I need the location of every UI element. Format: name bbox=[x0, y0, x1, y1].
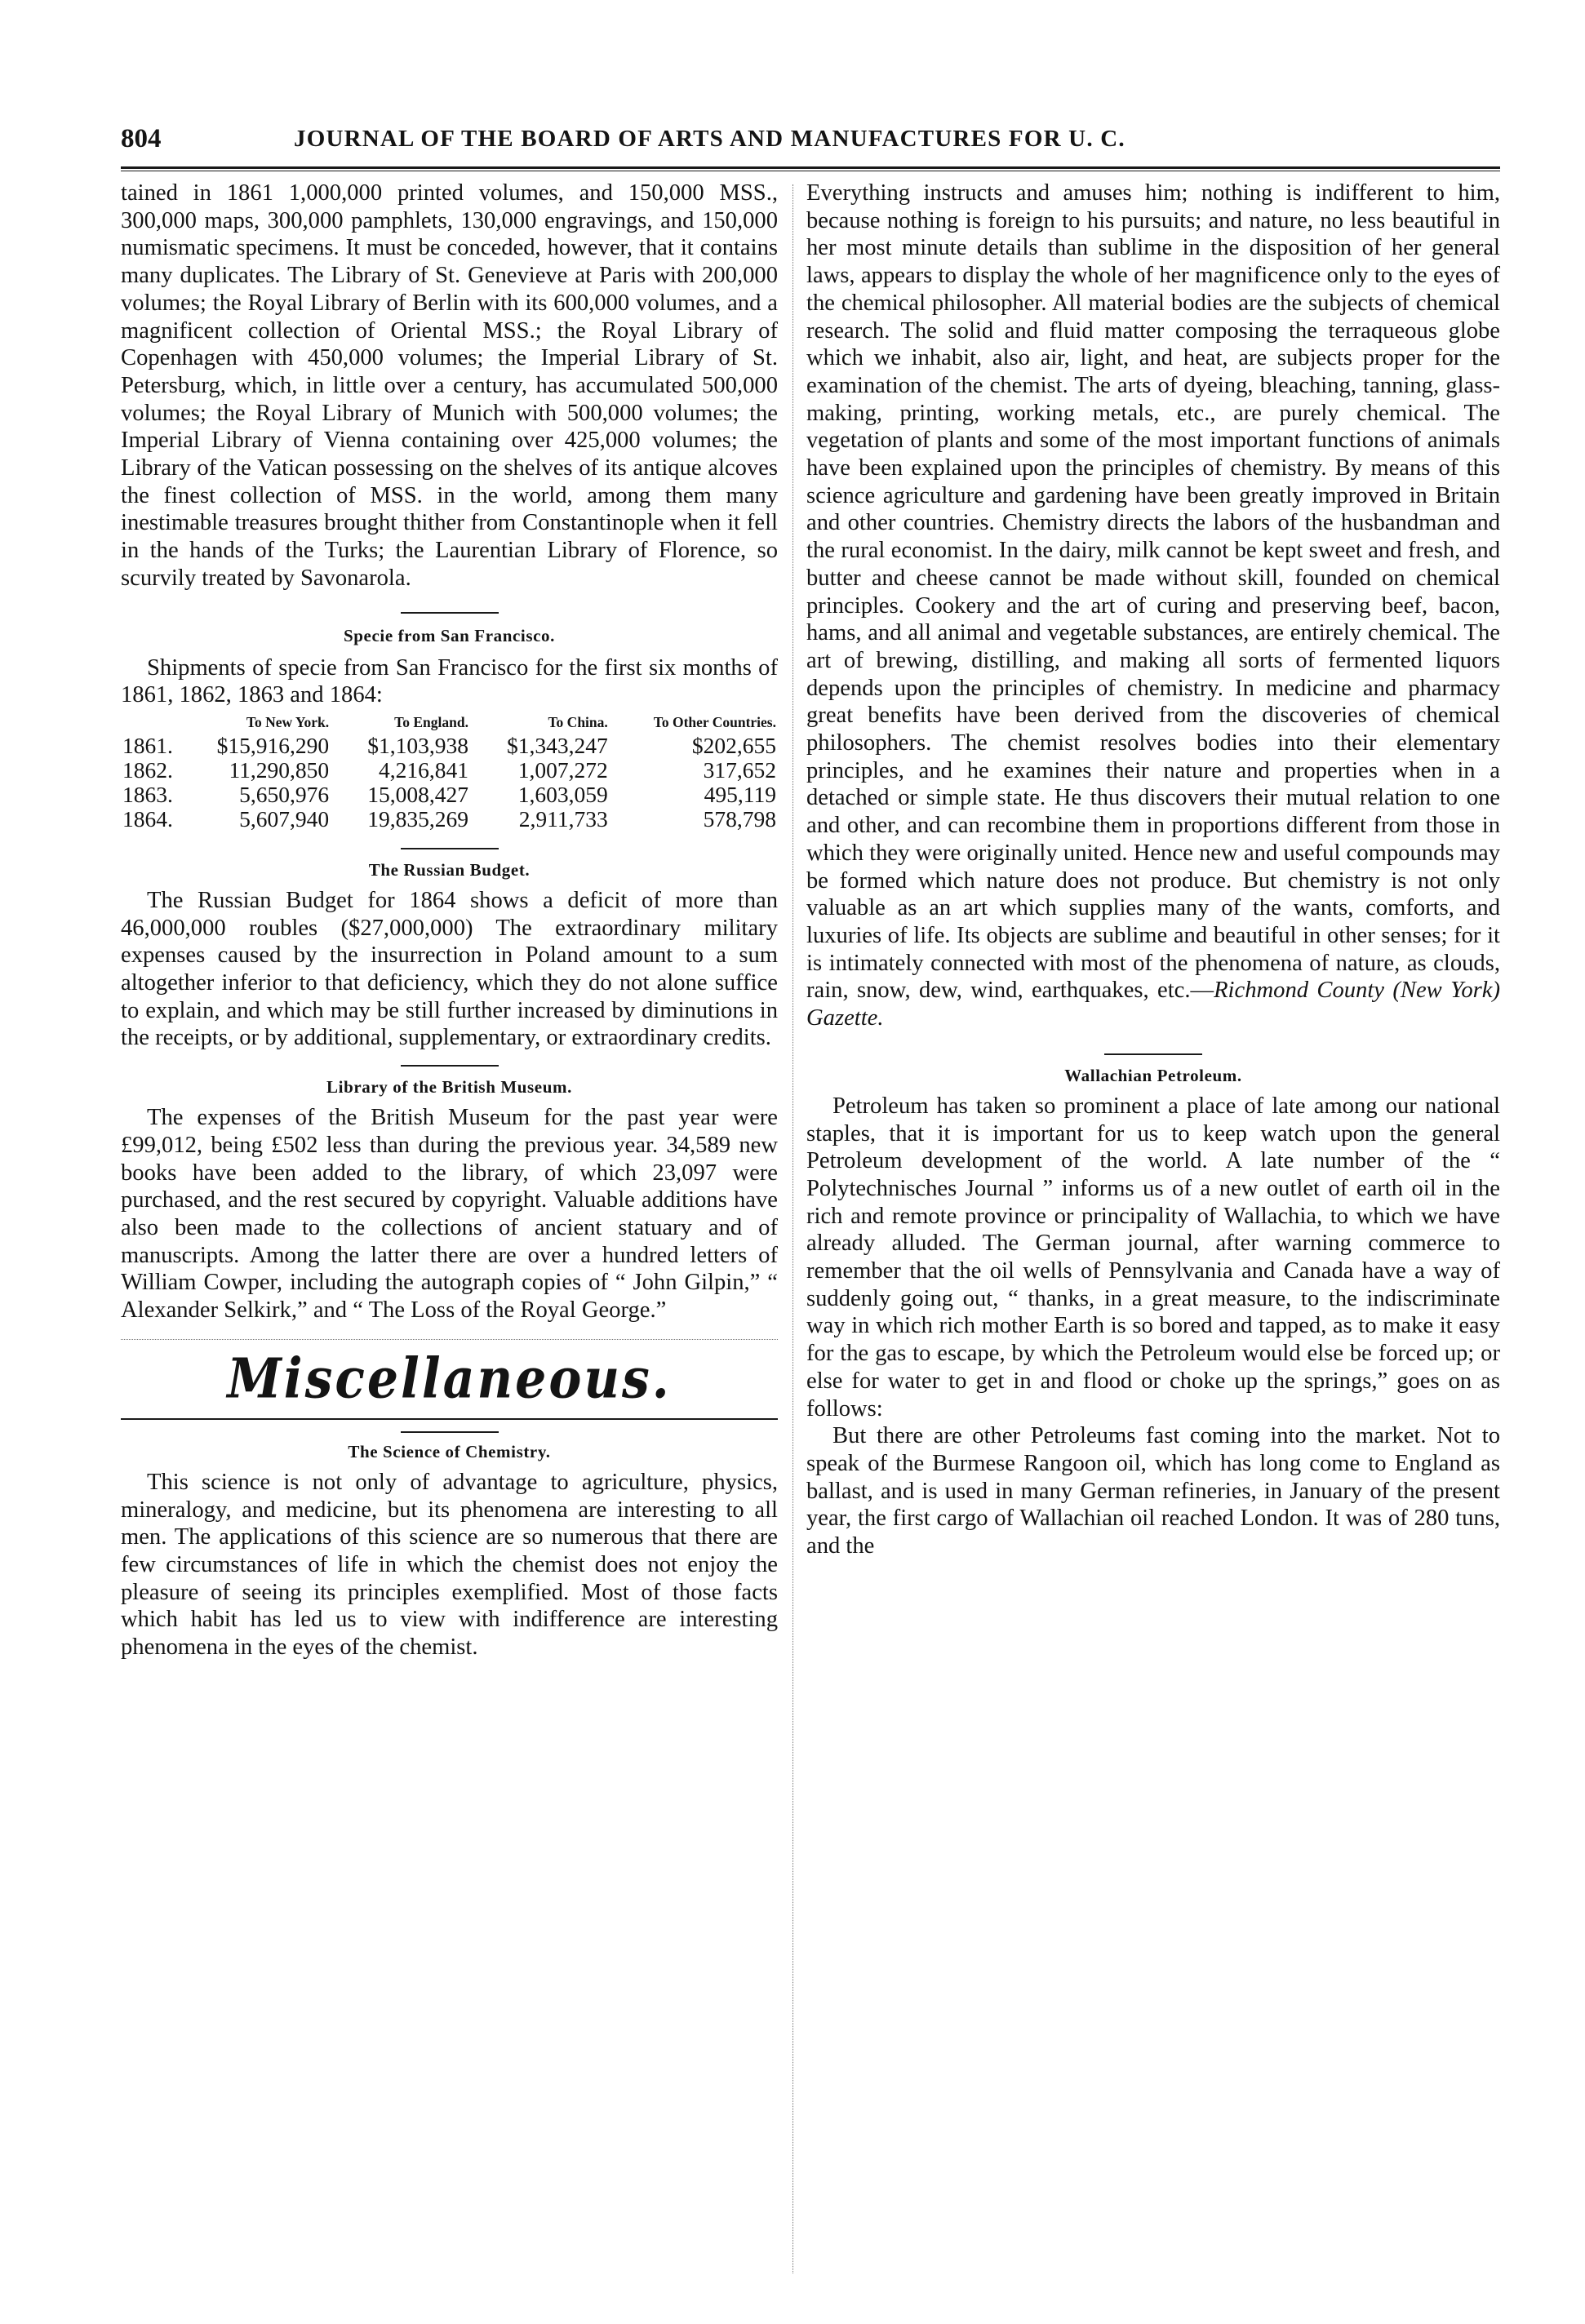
miscellaneous-heading: Miscellaneous. bbox=[227, 1346, 672, 1411]
right-column bbox=[806, 180, 1500, 1560]
table-cell: 5,607,940 bbox=[239, 805, 330, 832]
table-cell: 1862. bbox=[122, 756, 173, 783]
column-divider bbox=[792, 184, 793, 2273]
table-cell: $202,655 bbox=[691, 732, 776, 758]
wallachian-para-1: Petroleum has taken so prominent a place of late among our national staples, that it is important for us to keep watch upon the general Petroleum development of the world. A late number of the “ Polytechnisches Journal ” informs us of a new outlet of earth oil in the rich and remote province or principality of Wallachia, to which we have already alluded. The German journal, after warning commerce to remember that the oil wells of Pennsylvania and Canada have a way of suddenly going out, “ thanks, in a great measure, to the indiscriminate way in which rich mother Earth is so bored and tapped, as to make it easy for the gas to escape, by which the Petroleum would else be forced up; or else for water to get in and flood or choke up the springs,” goes on as follows: bbox=[806, 1093, 1500, 1421]
table-cell: 1863. bbox=[122, 781, 173, 807]
chemistry-title: The Science of Chemistry. bbox=[348, 1441, 551, 1461]
table-cell: 578,798 bbox=[703, 805, 776, 832]
miscellaneous-banner bbox=[121, 1339, 778, 1420]
table-cell: 1,007,272 bbox=[517, 756, 608, 783]
table-row bbox=[121, 783, 778, 807]
table-cell: 19,835,269 bbox=[367, 805, 468, 832]
table-header-cell: To China. bbox=[548, 713, 608, 730]
table-row bbox=[121, 734, 778, 758]
british-museum-body: The expenses of the British Museum for the past year were £99,012, being £502 less than during the previous year. 34,589 new books have been added to the library, of which 23,097 were purchased, and the rest secured by copyright. Valuable additions have also been made to the collections of ancient statuary and of manuscripts. Among the latter there are over a hundred letters of William Cowper, including the autograph copies of “ John Gilpin,” “ Alexander Selkirk,” and “ The Loss of the Royal George.” bbox=[121, 1105, 778, 1324]
chemistry-body: This science is not only of advantage to agriculture, physics, mineralogy, and medicine, but its phenomena are interesting to all men. The applications of this science are so numerous that there are few circumstances of life in which the chemist does not enjoy the pleasure of seeing its principles exemplified. Most of those facts which habit has led us to view with indifference are interesting phenomena in the eyes of the chemist. bbox=[121, 1469, 778, 1661]
table-cell: 495,119 bbox=[704, 781, 776, 807]
journal-title: JOURNAL OF THE BOARD OF ARTS AND MANUFACTURES FOR U. C. bbox=[294, 126, 1125, 152]
table-cell: 1,603,059 bbox=[517, 781, 608, 807]
table-cell: 5,650,976 bbox=[239, 781, 330, 807]
specie-intro: Shipments of specie from San Francisco for the first six months of 1861, 1862, 1863 and 1864: bbox=[121, 654, 778, 708]
table-cell: 1864. bbox=[122, 805, 173, 832]
british-museum-title: Library of the British Museum. bbox=[326, 1077, 572, 1098]
specie-table bbox=[121, 714, 778, 832]
table-header-cell: To England. bbox=[394, 713, 468, 730]
table-header-cell: To New York. bbox=[246, 713, 330, 730]
chemistry-continued bbox=[806, 180, 1500, 1032]
table-cell: 317,652 bbox=[703, 756, 776, 783]
chemistry-source: Richmond County (New York) Gazette. bbox=[806, 978, 1500, 1031]
header-rule bbox=[121, 166, 1500, 171]
wallachian-para-2: But there are other Petroleums fast coming into the market. Not to speak of the Burmese Rangoon oil, which has long come to England as ballast, and is used in many German refineries, in January of the present year, the first cargo of Wallachian oil reached London. It was of 280 tuns, and the bbox=[806, 1423, 1500, 1559]
table-header-cell: To Other Countries. bbox=[653, 713, 776, 730]
table-cell: 1861. bbox=[122, 732, 173, 758]
table-cell: 15,008,427 bbox=[367, 781, 468, 807]
specie-title: Specie from San Francisco. bbox=[343, 625, 556, 645]
table-header-cell bbox=[121, 714, 176, 734]
left-column bbox=[121, 180, 778, 1661]
chemistry-continued-text: Everything instructs and amuses him; nothing is indifferent to him, because nothing is foreign to his pursuits; and nature, no less beautiful in her most minute details than sublime in the disposition of her general laws, appears to display the whole of her magnificence only to the eyes of the chemical philosopher. All material bodies are the subjects of chemical research. The solid and fluid matter composing the terraqueous globe which we inhabit, also air, light, and heat, are subjects proper for the examination of the chemist. The arts of dyeing, bleaching, tanning, glass-making, printing, working metals, etc., are purely chemical. The vegetation of plants and some of the most important functions of animals have been explained upon the principles of chemistry. By means of this science agriculture and gardening have been greatly improved in Britain and other countries. Chemistry directs the labors of the husbandman and the rural economist. In the dairy, milk cannot be kept sweet and fresh, and butter and cheese cannot be made without skill, founded on chemical principles. Cookery and the art of curing and preserving beef, bacon, hams, and all animal and vegetable substances, are entirely chemical. The art of brewing, distilling, and making all sorts of fermented liquors depends upon the principles of chemistry. In medicine and pharmacy great benefits have been derived from the discoveries of chemical philosophers. The chemist resolves bodies into their elementary principles, and he examines their nature and properties when in a detached or simple state. He thus discovers their mutual relation to one and other, and can recombine them in proportions different from those in which they were originally united. Hence new and useful compounds may be formed which nature does not produce. But chemistry is not only valuable as an art which supplies many of the wants, comforts, and luxuries of life. Its objects are sublime and beautiful in other senses; for it is intimately connected with most of the phenomena of nature, as clouds, rain, snow, dew, wind, earthquakes, etc.— bbox=[806, 180, 1500, 1004]
table-cell: 11,290,850 bbox=[229, 756, 330, 783]
table-cell: $15,916,290 bbox=[216, 732, 330, 758]
specie-table-header bbox=[121, 714, 778, 734]
table-row bbox=[121, 758, 778, 783]
table-row bbox=[121, 807, 778, 832]
russian-budget-title: The Russian Budget. bbox=[368, 859, 531, 880]
wallachian-title: Wallachian Petroleum. bbox=[1064, 1065, 1242, 1085]
libraries-paragraph: tained in 1861 1,000,000 printed volumes, and 150,000 MSS., 300,000 maps, 300,000 pamphlets, 130,000 engravings, and 150,000 numismatic specimens. It must be conceded, however, that it contains many duplicates. The Library of St. Genevieve at Paris with 200,000 volumes; the Royal Library of Berlin with its 600,000 volumes, and a magnificent collection of Oriental MSS.; the Royal Library of Copenhagen with 450,000 volumes; the Imperial Library of St. Petersburg, which, in little over a century, has accumulated 500,000 volumes; the Royal Library of Munich with 500,000 volumes; the Imperial Library of Vienna containing over 425,000 volumes; the Library of the Vatican possessing on the shelves of its antique alcoves the finest collection of MSS. in the world, among them many inestimable treasures brought thither from Constantinople when it fell in the hands of the Turks; the Laurentian Library of Florence, so scurvily treated by Savonarola. bbox=[121, 180, 778, 591]
russian-budget-body: The Russian Budget for 1864 shows a deficit of more than 46,000,000 roubles ($27,000,000) The extraordinary military expenses caused by the insurrection in Poland amount to a sum altogether inferior to that deficiency, which they do not alone suffice to explain, and which may be still further increased by diminutions in the receipts, or by additional, supplementary, or extraordinary credits. bbox=[121, 887, 778, 1051]
page-number: 804 bbox=[121, 124, 162, 153]
table-cell: $1,343,247 bbox=[507, 732, 608, 758]
table-cell: $1,103,938 bbox=[367, 732, 468, 758]
running-head bbox=[121, 124, 1500, 157]
table-cell: 4,216,841 bbox=[378, 756, 468, 783]
table-cell: 2,911,733 bbox=[518, 805, 608, 832]
